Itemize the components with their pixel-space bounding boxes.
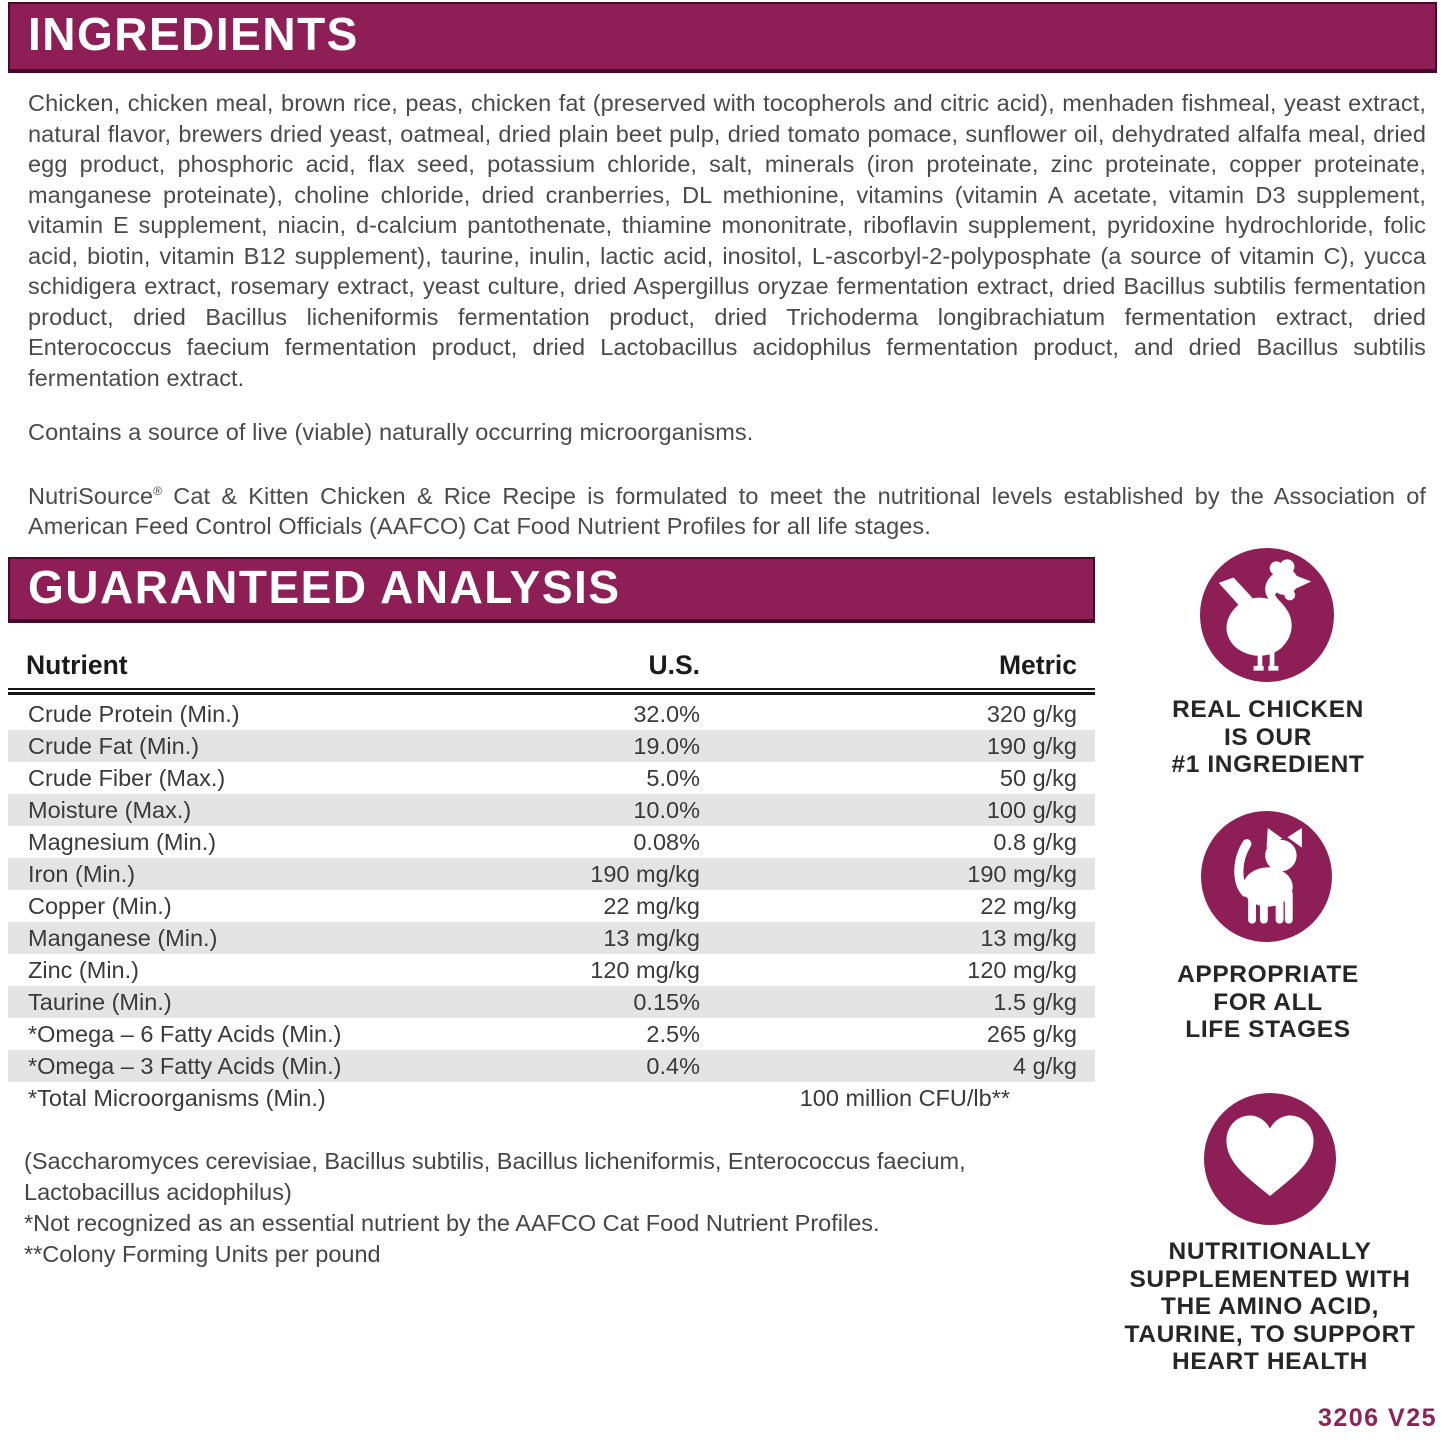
contains-note: Contains a source of live (viable) naturally occurring microorganisms. (28, 419, 754, 445)
column-header-us: U.S. (648, 650, 700, 680)
guaranteed-analysis-title: GUARANTEED ANALYSIS (28, 560, 621, 613)
nutrient-cell: *Omega – 3 Fatty Acids (Min.) (28, 1052, 342, 1079)
table-row (8, 954, 1095, 986)
table-row (8, 1050, 1095, 1082)
nutrient-cell: Manganese (Min.) (28, 924, 218, 951)
us-cell: 22 mg/kg (603, 892, 700, 919)
badge-line: HEART HEALTH (1172, 1348, 1368, 1375)
badge-label-real-chicken (1108, 696, 1428, 779)
badge-label-taurine (1103, 1238, 1437, 1376)
badge-line: SUPPLEMENTED WITH (1129, 1265, 1411, 1293)
metric-cell: 22 mg/kg (980, 892, 1077, 919)
nutrient-cell: *Total Microorganisms (Min.) (28, 1084, 326, 1111)
footnote-line: *Not recognized as an essential nutrient by the AAFCO Cat Food Nutrient Profiles. (24, 1210, 880, 1236)
nutrient-cell: Crude Protein (Min.) (28, 700, 240, 727)
table-row (8, 986, 1095, 1018)
column-header-metric: Metric (998, 650, 1077, 680)
metric-cell: 190 mg/kg (967, 860, 1077, 887)
metric-cell: 50 g/kg (999, 764, 1077, 791)
heart-icon (1204, 1093, 1336, 1225)
badge-line: NUTRITIONALLY (1168, 1238, 1372, 1265)
table-row (8, 794, 1095, 826)
footnote-line: **Colony Forming Units per pound (24, 1241, 381, 1267)
nutrient-cell: Crude Fat (Min.) (28, 732, 200, 759)
badge-line: TAURINE, TO SUPPORT (1124, 1320, 1416, 1348)
metric-cell: 120 mg/kg (967, 956, 1077, 983)
badge-line: APPROPRIATE (1177, 961, 1359, 988)
metric-cell: 4 g/kg (1012, 1052, 1077, 1079)
table-row (8, 762, 1095, 794)
aafco-statement (28, 476, 1426, 542)
value-cell: 100 million CFU/lb** (799, 1084, 1010, 1111)
nutrient-cell: Magnesium (Min.) (28, 828, 217, 855)
nutrient-cell: Zinc (Min.) (28, 956, 139, 983)
table-row (8, 1018, 1095, 1050)
ingredients-banner (8, 2, 1437, 73)
us-cell: 0.4% (646, 1052, 700, 1079)
registered-mark: ® (153, 484, 163, 498)
table-row (8, 890, 1095, 922)
badge-line: FOR ALL (1213, 988, 1323, 1016)
nutrient-cell: *Omega – 6 Fatty Acids (Min.) (28, 1020, 342, 1047)
ingredients-text: Chicken, chicken meal, brown rice, peas, chicken fat (preserved with tocopherols and citric acid), menhaden fishmeal, yeast extract, natural flavor, brewers dried yeast, oatmeal, dried plain beet pulp, dried tomato pomace, sunflower oil, dehydrated alfalfa meal, dried egg product, phosphoric acid, flax seed, potassium chloride, salt, minerals (iron proteinate, zinc proteinate, copper proteinate, manganese proteinate), choline chloride, dried cranberries, DL methionine, vitamins (vitamin A acetate, vitamin D3 supplement, vitamin E supplement, niacin, d-calcium pantothenate, thiamine mononitrate, riboflavin supplement, pyridoxine hydrochloride, folic acid, biotin, vitamin B12 supplement), taurine, inulin, lactic acid, inositol, L-ascorbyl-2-polyposphate (a source of vitamin C), yucca schidigera extract, rosemary extract, yeast culture, dried Aspergillus oryzae fermentation extract, dried Bacillus subtilis fermentation product, dried Bacillus licheniformis fermentation product, dried Trichoderma longibrachiatum fermentation extract, dried Enterococcus faecium fermentation product, dried Lactobacillus acidophilus fermentation product, and dried Bacillus subtilis fermentation extract. (28, 90, 1426, 391)
us-cell: 120 mg/kg (590, 956, 700, 983)
chicken-icon (1200, 548, 1334, 682)
aafco-statement-text: Cat & Kitten Chicken & Rice Recipe is formulated to meet the nutritional levels established by the Association of American Feed Control Officials (AAFCO) Cat Food Nutrient Profiles for all life stages. (28, 482, 1426, 540)
us-cell: 13 mg/kg (603, 924, 700, 951)
nutrient-cell: Taurine (Min.) (28, 988, 172, 1015)
us-cell: 0.15% (633, 988, 700, 1015)
badge-line: THE AMINO ACID, (1160, 1293, 1380, 1320)
nutrient-cell: Crude Fiber (Max.) (28, 764, 226, 791)
column-header-nutrient: Nutrient (26, 650, 128, 680)
table-row (8, 1082, 1095, 1114)
metric-cell: 320 g/kg (986, 700, 1077, 727)
badge-line: REAL CHICKEN (1172, 696, 1364, 723)
metric-cell: 190 g/kg (986, 732, 1077, 759)
metric-cell: 100 g/kg (986, 796, 1077, 823)
us-cell: 190 mg/kg (590, 860, 700, 887)
us-cell: 19.0% (633, 732, 700, 759)
metric-cell: 265 g/kg (986, 1020, 1077, 1047)
footnote-line: (Saccharomyces cerevisiae, Bacillus subtilis, Bacillus licheniformis, Enterococcus faecium, (24, 1148, 966, 1174)
us-cell: 5.0% (646, 764, 700, 791)
footnotes (24, 1146, 1104, 1270)
metric-cell: 0.8 g/kg (993, 828, 1077, 855)
table-row (8, 730, 1095, 762)
table-header (8, 650, 1095, 690)
table-row (8, 698, 1095, 730)
nutrient-cell: Iron (Min.) (28, 860, 136, 887)
metric-cell: 1.5 g/kg (993, 988, 1077, 1015)
nutrient-cell: Moisture (Max.) (28, 796, 192, 823)
cat-icon (1201, 811, 1332, 942)
table-body (8, 698, 1095, 1114)
footnote-line: Lactobacillus acidophilus) (24, 1179, 292, 1205)
header-rule (8, 692, 1095, 695)
guaranteed-analysis-banner (8, 557, 1095, 623)
metric-cell: 13 mg/kg (980, 924, 1077, 951)
badge-line: #1 INGREDIENT (1171, 751, 1365, 778)
us-cell: 0.08% (633, 828, 700, 855)
us-cell: 10.0% (633, 796, 700, 823)
brand-name: NutriSource (28, 482, 154, 509)
table-row (8, 858, 1095, 890)
badge-label-life-stages (1108, 961, 1428, 1044)
table-row (8, 922, 1095, 954)
us-cell: 32.0% (633, 700, 700, 727)
table-row (8, 826, 1095, 858)
ingredients-title: INGREDIENTS (28, 8, 359, 60)
guaranteed-analysis-table (8, 650, 1095, 1114)
badge-line: LIFE STAGES (1185, 1016, 1351, 1043)
nutrient-cell: Copper (Min.) (28, 892, 172, 919)
badge-line: IS OUR (1224, 723, 1312, 751)
us-cell: 2.5% (646, 1020, 700, 1047)
product-code: 3206 V25 (1317, 1404, 1437, 1432)
